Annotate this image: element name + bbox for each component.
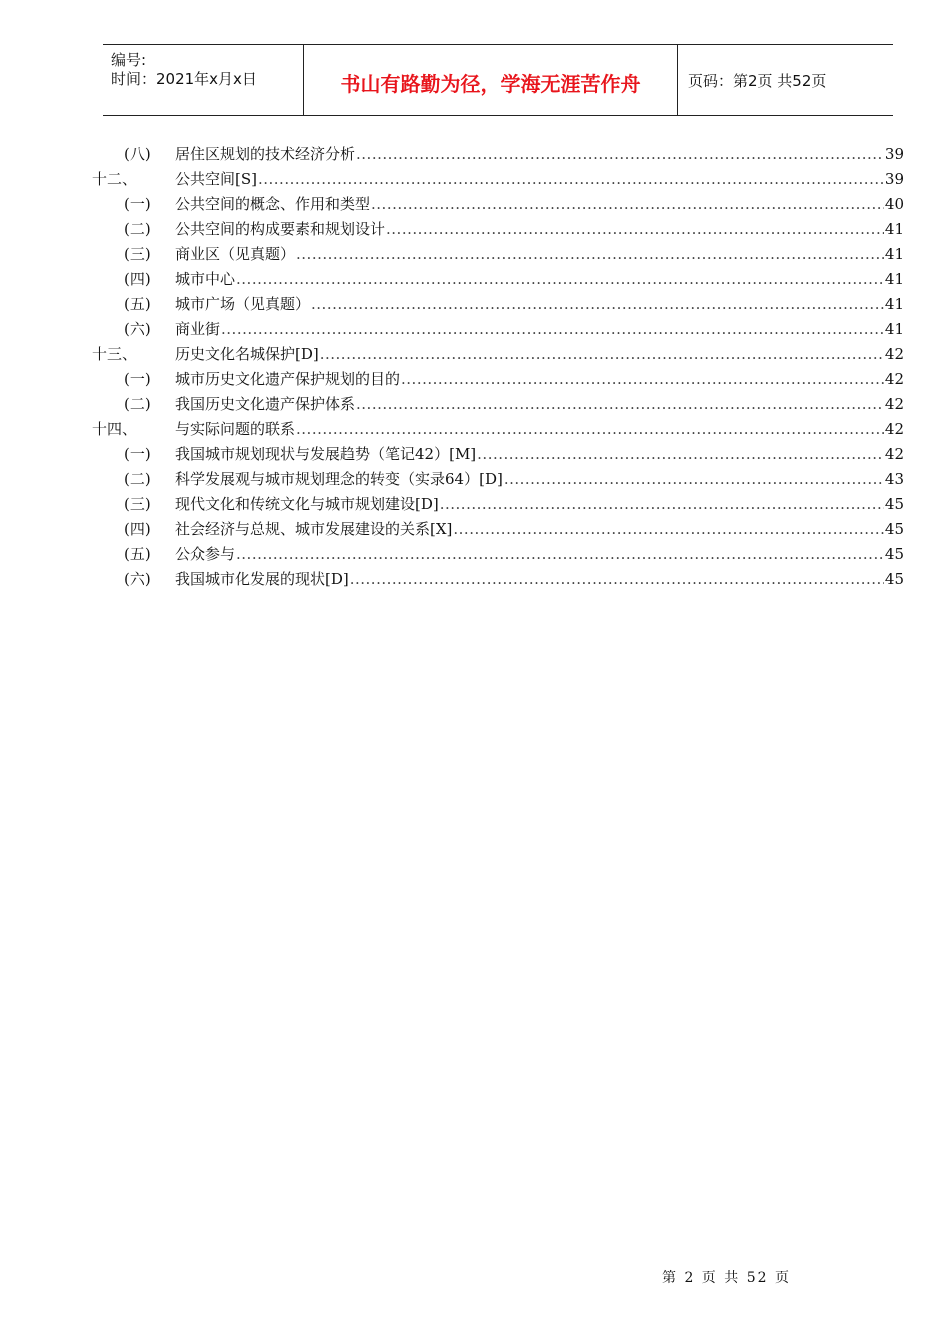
toc-entry-number: (四) <box>124 520 151 538</box>
toc-entry-page: 45 <box>884 520 904 538</box>
toc-entry-line <box>175 267 904 292</box>
toc-entry[interactable] <box>0 492 950 517</box>
toc-entry-number: (二) <box>124 395 151 413</box>
toc-entry-title: 公共空间的概念、作用和类型 <box>175 195 371 213</box>
toc-entry-line <box>175 242 904 267</box>
toc-entry-title: 我国城市规划现状与发展趋势（笔记42）[M] <box>175 445 477 463</box>
toc-entry-page: 42 <box>884 420 904 438</box>
table-of-contents <box>0 142 950 592</box>
toc-entry-number: (六) <box>124 570 151 588</box>
toc-entry-number: (二) <box>124 470 151 488</box>
toc-entry-page: 45 <box>884 495 904 513</box>
toc-entry[interactable] <box>0 467 950 492</box>
toc-entry-number: (一) <box>124 195 151 213</box>
toc-entry-number: (二) <box>124 220 151 238</box>
toc-entry-page: 45 <box>884 545 904 563</box>
dot-leader <box>371 192 884 217</box>
time-label: 时间：2021年x月x日 <box>111 70 257 88</box>
toc-entry-line <box>175 567 904 592</box>
toc-entry-page: 45 <box>884 570 904 588</box>
toc-entry-line <box>175 217 904 242</box>
dot-leader <box>236 542 884 567</box>
toc-entry-line <box>175 317 904 342</box>
page-footer: 第 2 页 共 52 页 <box>662 1270 791 1286</box>
dot-leader <box>320 342 884 367</box>
toc-entry-line <box>175 517 904 542</box>
toc-entry-number: (八) <box>124 145 151 163</box>
dot-leader <box>440 492 884 517</box>
toc-entry-page: 41 <box>884 220 904 238</box>
toc-entry[interactable] <box>0 342 950 367</box>
toc-entry-title: 与实际问题的联系 <box>175 420 296 438</box>
toc-entry-number: (三) <box>124 245 151 263</box>
toc-entry[interactable] <box>0 567 950 592</box>
toc-entry-title: 历史文化名城保护[D] <box>175 345 319 363</box>
toc-entry-title: 公众参与 <box>175 545 236 563</box>
toc-entry[interactable] <box>0 217 950 242</box>
toc-entry-title: 我国城市化发展的现状[D] <box>175 570 349 588</box>
toc-entry-title: 现代文化和传统文化与城市规划建设[D] <box>175 495 439 513</box>
toc-entry-number: (五) <box>124 295 151 313</box>
toc-entry-title: 商业街 <box>175 320 221 338</box>
page-header <box>103 44 893 116</box>
toc-entry[interactable] <box>0 167 950 192</box>
header-page-cell <box>678 45 893 115</box>
toc-entry-page: 41 <box>884 320 904 338</box>
toc-entry-number: (六) <box>124 320 151 338</box>
toc-entry-number: (四) <box>124 270 151 288</box>
toc-entry[interactable] <box>0 267 950 292</box>
toc-entry-title: 城市历史文化遗产保护规划的目的 <box>175 370 401 388</box>
dot-leader <box>477 442 884 467</box>
toc-entry-title: 居住区规划的技术经济分析 <box>175 145 356 163</box>
toc-entry-number: 十三、 <box>92 345 138 363</box>
toc-entry[interactable] <box>0 517 950 542</box>
toc-entry-title: 城市广场（见真题） <box>175 295 311 313</box>
toc-entry-page: 41 <box>884 270 904 288</box>
toc-entry-title: 社会经济与总规、城市发展建设的关系[X] <box>175 520 453 538</box>
toc-entry-line <box>175 292 904 317</box>
toc-entry-page: 42 <box>884 445 904 463</box>
dot-leader <box>221 317 884 342</box>
toc-entry-page: 40 <box>884 195 904 213</box>
toc-entry-page: 39 <box>884 170 904 188</box>
toc-entry-line <box>175 417 904 442</box>
dot-leader <box>296 242 884 267</box>
toc-entry-line <box>175 342 904 367</box>
motto-text: 书山有路勤为径，学海无涯苦作舟 <box>340 72 641 96</box>
toc-entry-title: 公共空间的构成要素和规划设计 <box>175 220 386 238</box>
dot-leader <box>350 567 884 592</box>
serial-label: 编号: <box>111 51 147 69</box>
toc-entry-number: 十二、 <box>92 170 138 188</box>
toc-entry-page: 41 <box>884 245 904 263</box>
toc-entry[interactable] <box>0 242 950 267</box>
toc-entry[interactable] <box>0 392 950 417</box>
toc-entry[interactable] <box>0 192 950 217</box>
dot-leader <box>356 142 884 167</box>
toc-entry-line <box>175 392 904 417</box>
toc-entry-line <box>175 167 904 192</box>
toc-entry-page: 42 <box>884 370 904 388</box>
toc-entry-number: (一) <box>124 445 151 463</box>
toc-entry[interactable] <box>0 417 950 442</box>
toc-entry[interactable] <box>0 442 950 467</box>
toc-entry-page: 42 <box>884 345 904 363</box>
toc-entry[interactable] <box>0 292 950 317</box>
dot-leader <box>453 517 884 542</box>
toc-entry-title: 商业区（见真题） <box>175 245 296 263</box>
toc-entry-line <box>175 192 904 217</box>
toc-entry-page: 42 <box>884 395 904 413</box>
toc-entry-title: 科学发展观与城市规划理念的转变（实录64）[D] <box>175 470 503 488</box>
toc-entry[interactable] <box>0 367 950 392</box>
toc-entry-number: (一) <box>124 370 151 388</box>
toc-entry[interactable] <box>0 317 950 342</box>
toc-entry-page: 43 <box>884 470 904 488</box>
dot-leader <box>386 217 884 242</box>
toc-entry-title: 公共空间[S] <box>175 170 257 188</box>
dot-leader <box>401 367 884 392</box>
toc-entry-line <box>175 367 904 392</box>
dot-leader <box>296 417 884 442</box>
toc-entry-line <box>175 142 904 167</box>
toc-entry-page: 41 <box>884 295 904 313</box>
toc-entry-line <box>175 492 904 517</box>
toc-entry[interactable] <box>0 142 950 167</box>
toc-entry-line <box>175 442 904 467</box>
header-page-label: 页码：第2页 共52页 <box>688 72 827 90</box>
toc-entry-number: (三) <box>124 495 151 513</box>
toc-entry-number: (五) <box>124 545 151 563</box>
dot-leader <box>236 267 884 292</box>
toc-entry-number: 十四、 <box>92 420 138 438</box>
toc-entry-line <box>175 542 904 567</box>
dot-leader <box>504 467 884 492</box>
toc-entry-title: 城市中心 <box>175 270 236 288</box>
toc-entry-title: 我国历史文化遗产保护体系 <box>175 395 356 413</box>
toc-entry-page: 39 <box>884 145 904 163</box>
dot-leader <box>356 392 884 417</box>
dot-leader <box>258 167 884 192</box>
toc-entry[interactable] <box>0 542 950 567</box>
dot-leader <box>311 292 884 317</box>
toc-entry-line <box>175 467 904 492</box>
header-meta-cell <box>103 45 304 115</box>
header-motto-cell <box>304 45 678 115</box>
